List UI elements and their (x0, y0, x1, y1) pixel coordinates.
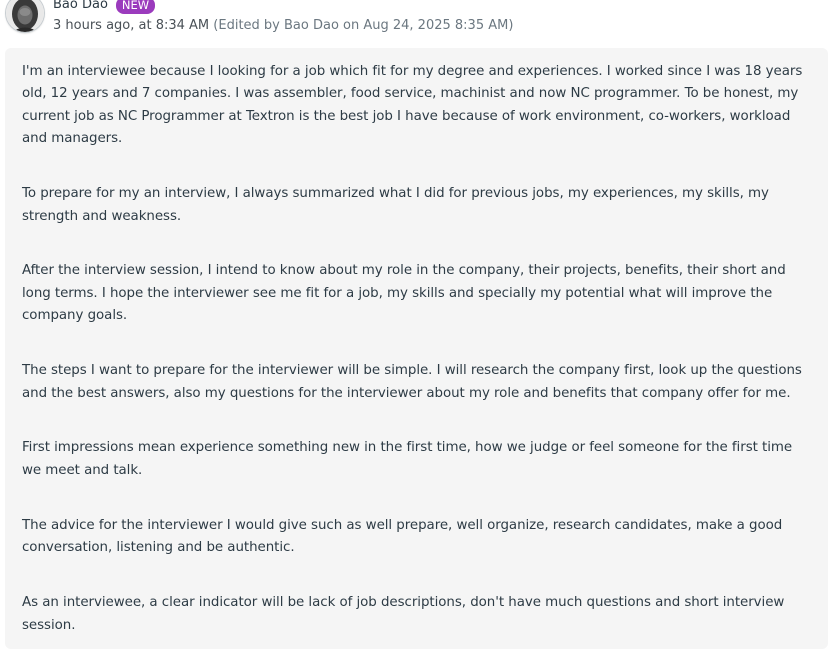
message-paragraph: I'm an interviewee because I looking for a job which fit for my degree and experiences. I worked since I was 18 years old, 12 years and 7 companies. I was assembler, food service, machinist and now NC programmer. To be honest, my current job as NC Programmer at Textron is the best job I have because of work environment, co-workers, workload and managers. (22, 64, 803, 147)
avatar[interactable] (6, 0, 44, 32)
message-body (5, 48, 828, 649)
timestamp-row (53, 17, 829, 35)
post-header (53, 0, 829, 35)
author-name[interactable]: Bao Dao (53, 0, 108, 12)
edited-note: (Edited by Bao Dao on Aug 24, 2025 8:35 AM) (213, 18, 514, 33)
message-paragraph: After the interview session, I intend to know about my role in the company, their projects, benefits, their short and long terms. I hope the interviewer see me fit for a job, my skills and specially my potential what will improve the company goals. (22, 263, 786, 324)
message-paragraph: To prepare for my an interview, I always summarized what I did for previous jobs, my experiences, my skills, my strength and weakness. (22, 186, 769, 224)
message-paragraph: The advice for the interviewer I would give such as well prepare, well organize, research candidates, make a good conversation, listening and be authentic. (22, 517, 783, 556)
message-paragraph: First impressions mean experience something new in the first time, how we judge or feel someone for the first time we meet and talk. (22, 440, 793, 478)
message-paragraph: The steps I want to prepare for the interviewer will be simple. I will research the company first, look up the questions and the best answers, also my questions for the interviewer about my role and benefits that company offer for me. (22, 363, 802, 401)
author-row (53, 0, 829, 14)
message-paragraph: As an interviewee, a clear indicator will be lack of job descriptions, don't have much questions and short interview session. (22, 595, 785, 633)
post-timestamp: 3 hours ago, at 8:34 AM (53, 18, 210, 33)
new-badge: NEW (116, 0, 155, 14)
user-avatar-icon (6, 0, 44, 32)
